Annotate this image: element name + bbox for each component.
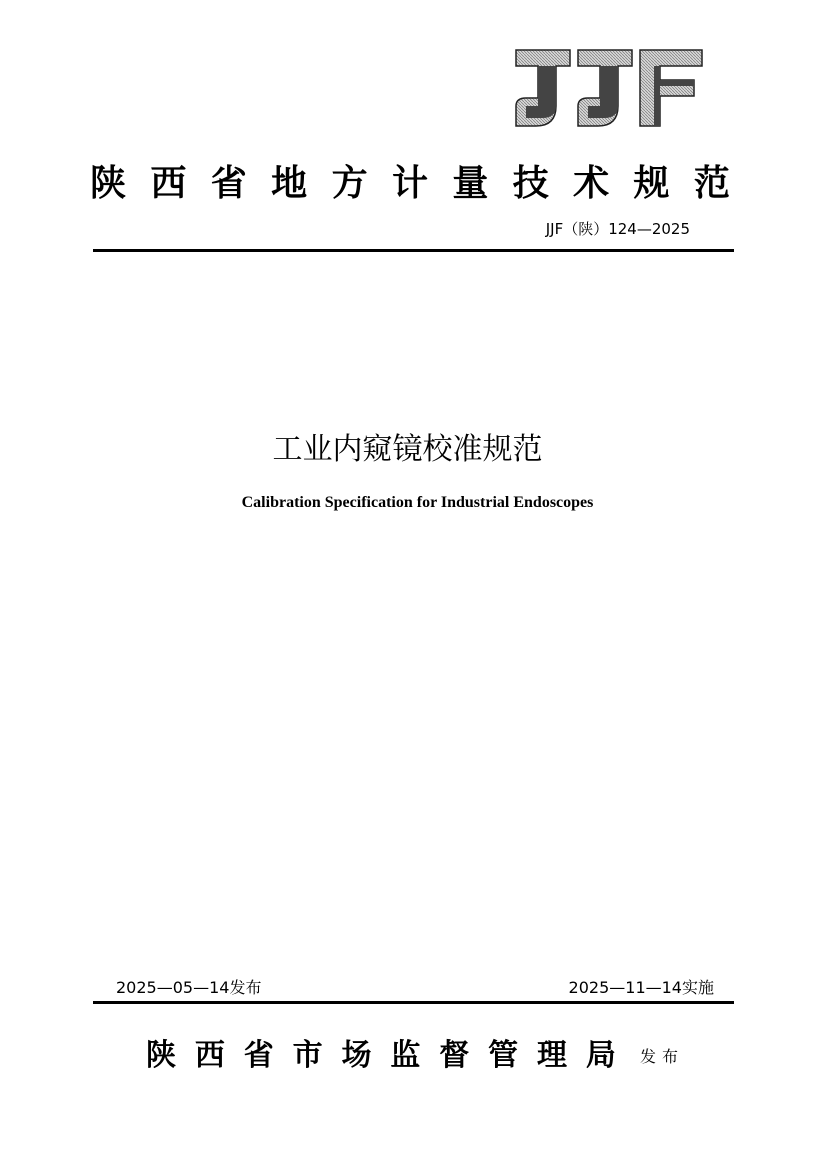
header-title-char: 地 <box>271 162 308 204</box>
header-title-char: 规 <box>633 162 670 204</box>
jjf-logo-icon <box>512 48 704 128</box>
spec-code: JJF（陕）124—2025 <box>545 220 690 238</box>
publish-date: 2025—05—14发布 <box>116 978 262 997</box>
issuer-char: 理 <box>537 1038 567 1073</box>
header-title-char: 西 <box>150 162 187 204</box>
issuer-char: 陕 <box>146 1038 176 1073</box>
issuer-char: 场 <box>341 1038 372 1073</box>
issuer-char: 督 <box>439 1038 470 1073</box>
issuer-char: 监 <box>390 1038 421 1073</box>
issuer-char: 局 <box>585 1038 616 1073</box>
header-title-char: 陕 <box>90 162 127 204</box>
header-title-char: 范 <box>693 162 730 204</box>
document-subtitle: Calibration Specification for Industrial Endoscopes <box>241 494 594 511</box>
issuer-name <box>146 1030 616 1074</box>
issuer-char: 市 <box>292 1038 323 1073</box>
issuer-char: 管 <box>488 1038 519 1073</box>
header-title-char: 省 <box>210 162 247 204</box>
header-title-char: 计 <box>391 162 428 204</box>
document-title: 工业内窥镜校准规范 <box>272 432 543 467</box>
top-divider <box>93 249 734 252</box>
header-title <box>90 150 730 210</box>
header-title-char: 术 <box>573 162 610 204</box>
implement-date: 2025—11—14实施 <box>568 978 714 997</box>
header-title-char: 量 <box>452 162 489 204</box>
header-title-char: 方 <box>331 162 368 204</box>
issuer-suffix: 发布 <box>640 1047 685 1066</box>
issuer-char: 西 <box>194 1038 225 1073</box>
issuer-char: 省 <box>243 1038 274 1073</box>
header-title-char: 技 <box>512 162 549 204</box>
bottom-divider <box>93 1001 734 1004</box>
